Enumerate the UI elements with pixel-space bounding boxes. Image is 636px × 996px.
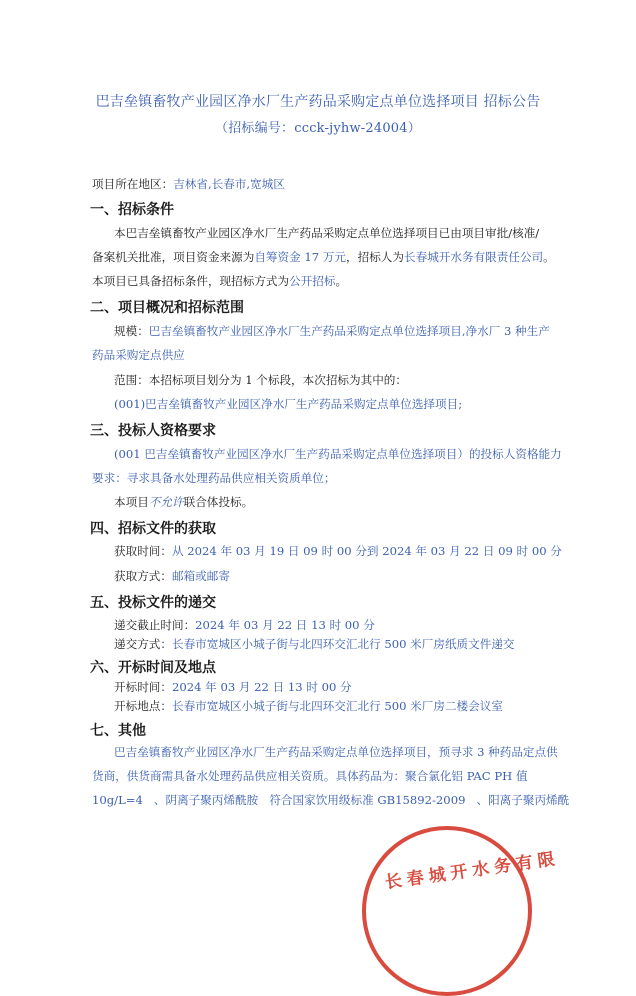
section-1-heading: 一、招标条件 — [90, 202, 174, 218]
section-6-heading: 六、开标时间及地点 — [90, 660, 216, 676]
section-4-heading: 四、招标文件的获取 — [90, 521, 216, 537]
consortium-status: 不允许 — [148, 495, 184, 509]
section-7-line-3: 10g/L=4 、阴离子聚丙烯酰胺 符合国家饮用级标准 GB15892-2009 、阳离子聚丙烯酰 — [92, 793, 570, 807]
doc-acquisition-time: 从 2024 年 03 月 19 日 09 时 00 分到 2024 年 03 月 22 日 09 时 00 分 — [171, 544, 562, 558]
section-1-line-3: 本项目已具备招标条件，现招标方式为公开招标。 — [92, 274, 348, 288]
section-3-line-2: 要求：寻求具备水处理药品供应相关资质单位； — [92, 471, 336, 485]
section-5-heading: 五、投标文件的递交 — [90, 595, 216, 611]
submission-method: 长春市宽城区小城子街与北四环交汇北行 500 米厂房纸质文件递交 — [171, 637, 515, 651]
section-6-line-1: 开标时间：2024 年 03 月 22 日 13 时 00 分 — [114, 680, 352, 694]
opening-time: 2024 年 03 月 22 日 13 时 00 分 — [171, 680, 352, 694]
section-7-line-1: 巴吉垒镇畜牧产业园区净水厂生产药品采购定点单位选择项目，预寻求 3 种药品定点供 — [114, 745, 558, 759]
section-4-line-1: 获取时间：从 2024 年 03 月 19 日 09 时 00 分到 2024 年 03 月 22 日 09 时 00 分 — [114, 544, 562, 558]
tender-method: 公开招标 — [289, 274, 336, 288]
submission-deadline: 2024 年 03 月 22 日 13 时 00 分 — [195, 618, 375, 632]
tenderer-name: 长春城开水务有限责任公司 — [404, 250, 544, 264]
section-6-line-2: 开标地点：长春市宽城区小城子街与北四环交汇北行 500 米厂房二楼会议室 — [114, 699, 503, 713]
section-7-line-2: 货商，供货商需具备水处理药品供应相关资质。具体药品为：聚合氯化铝 PAC PH 值 — [92, 769, 528, 783]
location-value: 吉林省,长春市,宽城区 — [173, 177, 285, 191]
section-4-line-2: 获取方式：邮箱或邮寄 — [114, 569, 230, 583]
bid-number: （招标编号：ccck-jyhw-24004） — [215, 121, 421, 136]
opening-location: 长春市宽城区小城子街与北四环交汇北行 500 米厂房二楼会议室 — [171, 699, 503, 713]
section-2-line-4: (001)巴吉垒镇畜牧产业园区净水厂生产药品采购定点单位选择项目; — [114, 397, 463, 411]
section-7-heading: 七、其他 — [90, 723, 146, 739]
document-title: 巴吉垒镇畜牧产业园区净水厂生产药品采购定点单位选择项目 招标公告 — [95, 94, 541, 110]
project-location — [92, 176, 285, 192]
section-2-line-2: 药品采购定点供应 — [92, 348, 185, 362]
section-3-heading: 三、投标人资格要求 — [90, 423, 216, 439]
section-2-line-3: 范围：本招标项目划分为 1 个标段，本次招标为其中的： — [114, 373, 407, 387]
doc-acquisition-method: 邮箱或邮寄 — [171, 569, 230, 583]
section-2-heading: 二、项目概况和招标范围 — [90, 300, 244, 316]
section-3-line-1: (001 巴吉垒镇畜牧产业园区净水厂生产药品采购定点单位选择项目）的投标人资格能力 — [114, 447, 562, 461]
fund-source: 自筹资金 17 万元 — [254, 250, 347, 264]
section-3-line-3: 本项目不允许联合体投标。 — [114, 495, 254, 509]
location-label: 项目所在地区： — [92, 177, 174, 191]
section-1-line-2: 备案机关批准，项目资金来源为自筹资金 17 万元，招标人为长春城开水务有限责任公司。 — [92, 250, 555, 264]
section-1-line-1: 本巴吉垒镇畜牧产业园区净水厂生产药品采购定点单位选择项目已由项目审批/核准/ — [114, 226, 540, 240]
section-2-line-1: 规模：巴吉垒镇畜牧产业园区净水厂生产药品采购定点单位选择项目,净水厂 3 种生产 — [114, 324, 550, 338]
section-5-line-2: 递交方式：长春市宽城区小城子街与北四环交汇北行 500 米厂房纸质文件递交 — [114, 637, 515, 651]
section-5-line-1: 递交截止时间：2024 年 03 月 22 日 13 时 00 分 — [114, 618, 375, 632]
seal-text: 长春城开水务有限 — [383, 848, 561, 894]
